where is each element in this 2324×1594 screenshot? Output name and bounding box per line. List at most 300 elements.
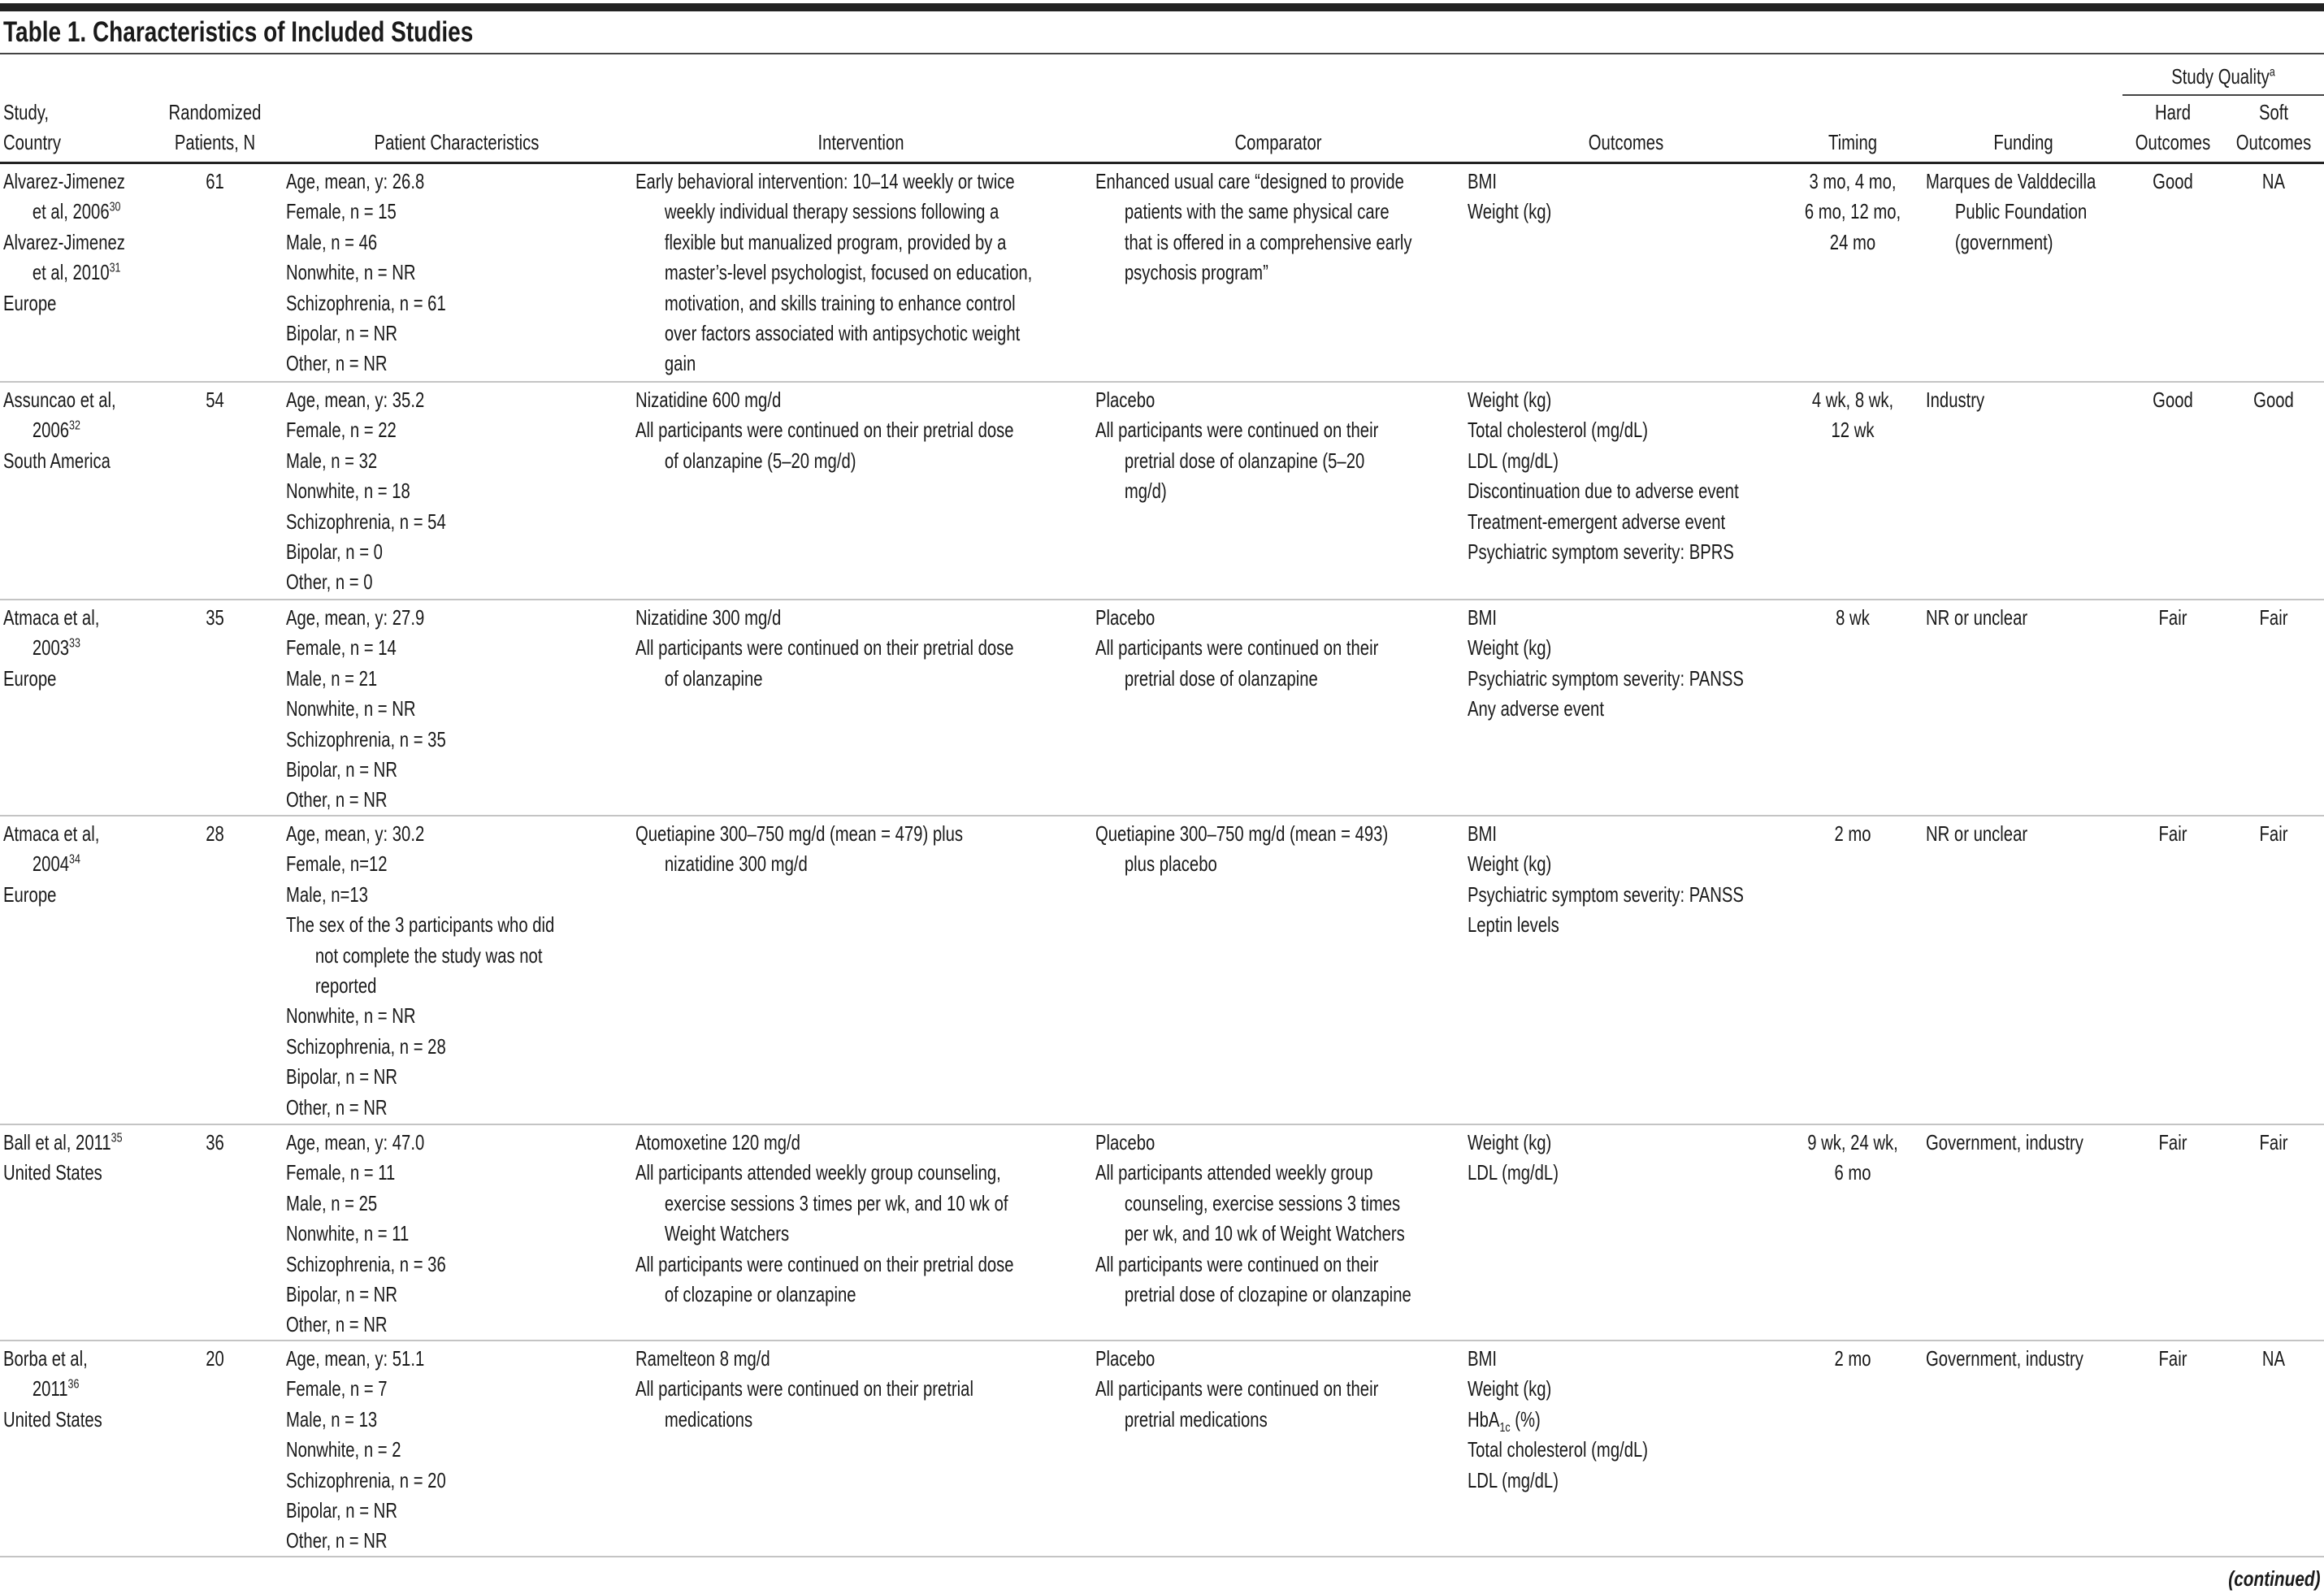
cell-line: Fair bbox=[2158, 1346, 2187, 1371]
cell-line: Female, n = 15 bbox=[286, 199, 397, 224]
cell-line: Marques de Valddecilla bbox=[1926, 169, 2096, 193]
cell-item bbox=[286, 1310, 627, 1340]
cell-item bbox=[1468, 1374, 1784, 1404]
cell-item bbox=[1468, 1158, 1784, 1188]
cell-line: gain bbox=[664, 351, 696, 376]
cell-timing bbox=[1781, 603, 1924, 633]
cell-item bbox=[635, 385, 1086, 415]
header-hard bbox=[2122, 97, 2223, 158]
cell-line: Female, n = 7 bbox=[286, 1376, 388, 1401]
cell-study bbox=[3, 1344, 150, 1435]
cell-item bbox=[286, 633, 627, 663]
line-text: Ball et al, 2011 bbox=[3, 1130, 111, 1154]
cell-item bbox=[286, 1496, 627, 1526]
cell-item bbox=[286, 167, 627, 197]
cell-line: 2 mo bbox=[1834, 821, 1871, 846]
cell-line: All participants were continued on their pretrial dose bbox=[635, 418, 1014, 443]
cell-line: 4 wk, 8 wk, bbox=[1811, 388, 1894, 412]
cell-item bbox=[3, 664, 150, 694]
cell-line: Placebo bbox=[1095, 1130, 1155, 1154]
cell-line: Nonwhite, n = NR bbox=[286, 696, 416, 721]
cell-line: per wk, and 10 wk of Weight Watchers bbox=[1124, 1221, 1405, 1246]
cell-line: Bipolar, n = NR bbox=[286, 1497, 397, 1523]
cell-line: master’s-level psychologist, focused on education, bbox=[664, 260, 1033, 285]
cell-line bbox=[3, 258, 121, 288]
cell-item bbox=[1926, 1128, 2121, 1158]
cell-line: Nonwhite, n = 11 bbox=[286, 1221, 410, 1246]
cell-line: LDL (mg/dL) bbox=[1468, 448, 1559, 473]
cell-item bbox=[1926, 819, 2121, 849]
cell-line: Placebo bbox=[1095, 388, 1155, 412]
cell-line: Age, mean, y: 51.1 bbox=[286, 1346, 425, 1371]
cell-line: Bipolar, n = NR bbox=[286, 320, 397, 345]
cell-comparator bbox=[1095, 603, 1461, 694]
cell-patient bbox=[286, 819, 627, 1123]
header-n bbox=[148, 97, 282, 158]
cell-item bbox=[1926, 385, 2121, 415]
cell-outcomes bbox=[1468, 819, 1784, 941]
cell-line: Borba et al, bbox=[3, 1346, 88, 1371]
cell-line: psychosis program” bbox=[1124, 260, 1268, 285]
cell-line: NR or unclear bbox=[1926, 821, 2028, 846]
continued-note: (continued) bbox=[2228, 1566, 2321, 1591]
cell-item bbox=[1468, 385, 1784, 415]
cell-line bbox=[3, 1128, 123, 1158]
cell-item bbox=[635, 819, 1086, 880]
cell-line: Assuncao et al, bbox=[3, 388, 116, 412]
cell-item bbox=[286, 1158, 627, 1188]
cell-line: Age, mean, y: 27.9 bbox=[286, 605, 425, 630]
header-study-line: Study, bbox=[3, 100, 49, 124]
subscript: 1c bbox=[1499, 1420, 1511, 1435]
cell-patient bbox=[286, 385, 627, 598]
cell-line: Weight (kg) bbox=[1468, 388, 1552, 412]
cell-n bbox=[148, 167, 282, 197]
cell-line: 36 bbox=[206, 1130, 224, 1154]
cell-line: Nonwhite, n = NR bbox=[286, 260, 416, 285]
header-study-line: Country bbox=[3, 130, 62, 155]
cell-timing bbox=[1781, 1344, 1924, 1374]
cell-line: Schizophrenia, n = 35 bbox=[286, 726, 446, 752]
cell-item bbox=[1926, 603, 2121, 633]
header-study bbox=[3, 97, 150, 158]
cell-funding bbox=[1926, 819, 2121, 849]
cell-item bbox=[286, 1280, 627, 1310]
cell-line: of olanzapine bbox=[664, 665, 763, 691]
cell-intervention bbox=[635, 167, 1086, 379]
cell-item bbox=[3, 288, 150, 318]
cell-line: Age, mean, y: 26.8 bbox=[286, 169, 425, 193]
cell-item bbox=[3, 819, 150, 880]
header-patient-label: Patient Characteristics bbox=[374, 130, 540, 154]
cell-item bbox=[635, 415, 1086, 476]
cell-line: All participants were continued on their pretrial dose bbox=[635, 635, 1014, 661]
cell-n bbox=[148, 1344, 282, 1374]
study-quality-label: Study Quality bbox=[2171, 64, 2270, 89]
cell-line: not complete the study was not bbox=[314, 942, 543, 968]
cell-line: Placebo bbox=[1095, 605, 1155, 630]
cell-line: Age, mean, y: 30.2 bbox=[286, 821, 425, 846]
cell-soft bbox=[2223, 1344, 2324, 1374]
cell-study bbox=[3, 385, 150, 476]
cell-line: United States bbox=[3, 1406, 102, 1432]
line-text: 2003 bbox=[32, 635, 69, 661]
cell-item bbox=[286, 385, 627, 415]
citation-superscript: 36 bbox=[67, 1377, 80, 1392]
cell-hard bbox=[2122, 167, 2223, 197]
cell-line: flexible but manualized program, provided by a bbox=[664, 229, 1007, 254]
cell-line: (government) bbox=[1954, 229, 2053, 254]
cell-comparator bbox=[1095, 167, 1461, 288]
cell-item bbox=[286, 318, 627, 349]
cell-item bbox=[286, 1189, 627, 1219]
line-text: 2011 bbox=[32, 1376, 68, 1401]
cell-intervention bbox=[635, 819, 1086, 880]
line-text: et al, 2010 bbox=[32, 260, 110, 285]
cell-line: All participants were continued on their bbox=[1095, 418, 1379, 443]
cell-line: reported bbox=[314, 972, 377, 998]
cell-line: patients with the same physical care bbox=[1124, 199, 1390, 224]
cell-item bbox=[1095, 633, 1461, 694]
cell-line: Female, n = 22 bbox=[286, 418, 397, 443]
cell-item bbox=[286, 415, 627, 445]
cell-line: Other, n = 0 bbox=[286, 570, 373, 595]
cell-outcomes bbox=[1468, 167, 1784, 227]
cell-item bbox=[3, 1158, 150, 1188]
cell-line: motivation, and skills training to enhance control bbox=[664, 290, 1016, 315]
cell-line: All participants were continued on their bbox=[1095, 1376, 1379, 1401]
cell-line: Bipolar, n = NR bbox=[286, 1064, 397, 1089]
cell-line: Good bbox=[2153, 169, 2193, 193]
cell-patient bbox=[286, 1128, 627, 1341]
cell-line: Psychiatric symptom severity: PANSS bbox=[1468, 665, 1744, 691]
line-text: (%) bbox=[1510, 1406, 1541, 1432]
cell-line: Discontinuation due to adverse event bbox=[1468, 479, 1739, 504]
cell-intervention bbox=[635, 385, 1086, 476]
cell-line: Other, n = NR bbox=[286, 787, 388, 812]
cell-item bbox=[1468, 819, 1784, 849]
cell-item bbox=[286, 1250, 627, 1280]
cell-item bbox=[3, 167, 150, 227]
cell-item bbox=[286, 227, 627, 258]
study-quality-footnote: a bbox=[2269, 65, 2275, 80]
cell-line: All participants attended weekly group counseling, bbox=[635, 1160, 1001, 1185]
cell-line: Female, n = 14 bbox=[286, 635, 397, 661]
cell-hard bbox=[2122, 603, 2223, 633]
cell-study bbox=[3, 603, 150, 694]
cell-item bbox=[286, 476, 627, 506]
cell-line: Other, n = NR bbox=[286, 1312, 388, 1337]
cell-line: of clozapine or olanzapine bbox=[664, 1281, 856, 1306]
cell-line: Quetiapine 300–750 mg/d (mean = 493) bbox=[1095, 821, 1389, 846]
citation-superscript: 35 bbox=[111, 1131, 123, 1146]
citation-superscript: 31 bbox=[109, 261, 121, 275]
cell-patient bbox=[286, 1344, 627, 1557]
cell-item bbox=[286, 1219, 627, 1249]
cell-comparator bbox=[1095, 385, 1461, 507]
cell-study bbox=[3, 819, 150, 910]
cell-intervention bbox=[635, 1344, 1086, 1435]
cell-line: Europe bbox=[3, 290, 57, 315]
cell-timing bbox=[1781, 819, 1924, 849]
cell-line: Male, n = 32 bbox=[286, 448, 378, 473]
header-soft-line: Soft bbox=[2258, 100, 2289, 124]
cell-line: Female, n = 11 bbox=[286, 1160, 396, 1185]
header-hard-line: Hard bbox=[2155, 100, 2191, 124]
cell-line: All participants were continued on their pretrial dose bbox=[635, 1251, 1014, 1276]
line-text: et al, 2006 bbox=[32, 199, 110, 224]
table-row bbox=[0, 816, 2324, 1125]
cell-line: Enhanced usual care “designed to provide bbox=[1095, 169, 1404, 193]
cell-item bbox=[1468, 507, 1784, 537]
cell-item bbox=[286, 755, 627, 785]
cell-item bbox=[3, 385, 150, 446]
cell-line: Early behavioral intervention: 10–14 weekly or twice bbox=[635, 169, 1015, 193]
cell-line: Total cholesterol (mg/dL) bbox=[1468, 1437, 1649, 1462]
cell-line: Nizatidine 300 mg/d bbox=[635, 605, 782, 630]
cell-soft bbox=[2223, 819, 2324, 849]
cell-hard bbox=[2122, 1128, 2223, 1158]
table-title: Table 1. Characteristics of Included Studies bbox=[3, 16, 474, 48]
cell-comparator bbox=[1095, 1344, 1461, 1435]
cell-line: BMI bbox=[1468, 605, 1498, 630]
cell-item bbox=[286, 725, 627, 755]
cell-line: BMI bbox=[1468, 1346, 1498, 1371]
cell-line: of olanzapine (5–20 mg/d) bbox=[664, 448, 856, 473]
cell-item bbox=[1468, 849, 1784, 879]
cell-line: Good bbox=[2153, 388, 2193, 412]
cell-line: pretrial dose of olanzapine (5–20 bbox=[1124, 448, 1365, 473]
cell-item bbox=[3, 1128, 150, 1158]
cell-item bbox=[286, 1093, 627, 1123]
cell-line: plus placebo bbox=[1124, 851, 1217, 877]
cell-line: Age, mean, y: 35.2 bbox=[286, 388, 425, 412]
cell-line: Government, industry bbox=[1926, 1346, 2083, 1371]
cell-item bbox=[286, 819, 627, 849]
cell-item bbox=[1468, 1466, 1784, 1496]
header-soft-line: Outcomes bbox=[2235, 130, 2312, 155]
cell-funding bbox=[1926, 1128, 2121, 1158]
cell-item bbox=[286, 1526, 627, 1556]
cell-item bbox=[286, 1374, 627, 1404]
line-text: 2004 bbox=[32, 851, 69, 877]
cell-outcomes bbox=[1468, 385, 1784, 567]
cell-line: NA bbox=[2261, 169, 2286, 193]
cell-item bbox=[1468, 603, 1784, 633]
cell-item bbox=[286, 880, 627, 910]
cell-line: Female, n=12 bbox=[286, 851, 388, 877]
cell-line: Atomoxetine 120 mg/d bbox=[635, 1130, 800, 1154]
cell-line: Schizophrenia, n = 20 bbox=[286, 1467, 446, 1492]
cell-item bbox=[1468, 1435, 1784, 1465]
cell-line: 35 bbox=[206, 605, 224, 630]
cell-line: over factors associated with antipsychotic weight bbox=[664, 320, 1021, 345]
cell-item bbox=[1468, 880, 1784, 910]
cell-line: weekly individual therapy sessions following a bbox=[664, 199, 999, 224]
cell-item bbox=[286, 537, 627, 567]
cell-item bbox=[286, 446, 627, 476]
cell-item bbox=[1095, 167, 1461, 288]
cell-item bbox=[1095, 1344, 1461, 1374]
cell-line: Bipolar, n = 0 bbox=[286, 539, 383, 564]
cell-item bbox=[3, 603, 150, 664]
cell-line: Weight (kg) bbox=[1468, 635, 1552, 661]
cell-item bbox=[1095, 385, 1461, 415]
cell-line: 6 mo bbox=[1834, 1160, 1871, 1185]
line-text: 2006 bbox=[32, 418, 69, 443]
cell-line: that is offered in a comprehensive early bbox=[1124, 229, 1412, 254]
cell-line: Placebo bbox=[1095, 1346, 1155, 1371]
header-study-quality bbox=[2122, 62, 2324, 92]
cell-outcomes bbox=[1468, 603, 1784, 725]
cell-line: Age, mean, y: 47.0 bbox=[286, 1130, 425, 1154]
cell-line: Other, n = NR bbox=[286, 351, 388, 376]
cell-soft bbox=[2223, 385, 2324, 415]
cell-line: Ramelteon 8 mg/d bbox=[635, 1346, 770, 1371]
cell-item bbox=[1095, 415, 1461, 506]
cell-line: 24 mo bbox=[1829, 229, 1876, 254]
cell-outcomes bbox=[1468, 1128, 1784, 1189]
cell-line: Quetiapine 300–750 mg/d (mean = 479) plus bbox=[635, 821, 964, 846]
cell-line: NA bbox=[2261, 1346, 2286, 1371]
cell-item bbox=[286, 1344, 627, 1374]
cell-line: 28 bbox=[206, 821, 224, 846]
cell-line: 8 wk bbox=[1836, 605, 1870, 630]
cell-line: Male, n=13 bbox=[286, 881, 368, 907]
cell-item bbox=[286, 603, 627, 633]
cell-line: Nonwhite, n = 18 bbox=[286, 479, 410, 504]
header-comparator-label: Comparator bbox=[1234, 130, 1322, 154]
cell-item bbox=[1468, 197, 1784, 227]
cell-line: Schizophrenia, n = 28 bbox=[286, 1033, 446, 1059]
cell-line: medications bbox=[664, 1406, 753, 1432]
cell-line: 9 wk, 24 wk, bbox=[1807, 1130, 1898, 1154]
cell-funding bbox=[1926, 603, 2121, 633]
cell-item bbox=[635, 603, 1086, 633]
cell-item bbox=[286, 1128, 627, 1158]
cell-line: United States bbox=[3, 1160, 102, 1185]
cell-line: LDL (mg/dL) bbox=[1468, 1467, 1559, 1492]
cell-line: Weight Watchers bbox=[664, 1221, 790, 1246]
cell-line: Good bbox=[2253, 388, 2294, 412]
cell-line: Other, n = NR bbox=[286, 1528, 388, 1553]
cell-funding bbox=[1926, 167, 2121, 258]
cell-line: South America bbox=[3, 448, 111, 473]
cell-timing bbox=[1781, 167, 1924, 258]
table-row bbox=[0, 383, 2324, 600]
cell-item bbox=[1468, 1405, 1784, 1435]
cell-patient bbox=[286, 167, 627, 379]
cell-line: 20 bbox=[206, 1346, 224, 1371]
cell-item bbox=[635, 167, 1086, 379]
cell-line: Schizophrenia, n = 61 bbox=[286, 290, 446, 315]
header-soft bbox=[2223, 97, 2324, 158]
cell-line: Other, n = NR bbox=[286, 1094, 388, 1120]
header-timing-label: Timing bbox=[1828, 130, 1878, 154]
cell-line: 54 bbox=[206, 388, 224, 412]
cell-hard bbox=[2122, 385, 2223, 415]
cell-item bbox=[286, 288, 627, 318]
cell-line bbox=[3, 197, 121, 227]
cell-line: Male, n = 13 bbox=[286, 1406, 378, 1432]
cell-item bbox=[1468, 1344, 1784, 1374]
cell-soft bbox=[2223, 1128, 2324, 1158]
cell-line: All participants were continued on their bbox=[1095, 635, 1379, 661]
cell-line bbox=[3, 1374, 117, 1404]
cell-line: Nonwhite, n = 2 bbox=[286, 1437, 401, 1462]
cell-item bbox=[1468, 476, 1784, 506]
cell-item bbox=[1468, 415, 1784, 445]
cell-line bbox=[3, 633, 117, 663]
cell-line: Bipolar, n = NR bbox=[286, 756, 397, 782]
cell-soft bbox=[2223, 603, 2324, 633]
cell-item bbox=[3, 1344, 150, 1405]
cell-line: 2 mo bbox=[1834, 1346, 1871, 1371]
cell-funding bbox=[1926, 1344, 2121, 1374]
cell-line bbox=[1468, 1405, 1715, 1435]
cell-hard bbox=[2122, 1344, 2223, 1374]
study-quality-rule bbox=[2122, 94, 2324, 96]
cell-line: Fair bbox=[2158, 1130, 2187, 1154]
cell-item bbox=[3, 1405, 150, 1435]
cell-item bbox=[635, 1344, 1086, 1374]
cell-line: All participants were continued on their pretrial bbox=[635, 1376, 973, 1401]
cell-comparator bbox=[1095, 819, 1461, 880]
cell-item bbox=[1926, 167, 2121, 258]
cell-item bbox=[286, 567, 627, 597]
header-funding bbox=[1926, 128, 2121, 158]
cell-line: Male, n = 21 bbox=[286, 665, 378, 691]
cell-item bbox=[635, 1374, 1086, 1435]
cell-item bbox=[3, 227, 150, 288]
citation-superscript: 32 bbox=[68, 418, 80, 433]
cell-line: pretrial medications bbox=[1124, 1406, 1268, 1432]
citation-superscript: 34 bbox=[68, 852, 80, 867]
cell-line: mg/d) bbox=[1124, 479, 1167, 504]
table-row bbox=[0, 1341, 2324, 1557]
cell-line: 12 wk bbox=[1831, 418, 1875, 443]
cell-line: 6 mo, 12 mo, bbox=[1804, 199, 1901, 224]
cell-line: Male, n = 46 bbox=[286, 229, 378, 254]
cell-line: All participants attended weekly group bbox=[1095, 1160, 1373, 1185]
cell-line: 3 mo, 4 mo, bbox=[1809, 169, 1897, 193]
cell-timing bbox=[1781, 1128, 1924, 1189]
title-rule bbox=[0, 53, 2324, 54]
cell-study bbox=[3, 1128, 150, 1189]
cell-patient bbox=[286, 603, 627, 816]
header-intervention-label: Intervention bbox=[817, 130, 904, 154]
cell-item bbox=[286, 1032, 627, 1062]
cell-study bbox=[3, 167, 150, 318]
cell-line: Europe bbox=[3, 665, 57, 691]
cell-item bbox=[1468, 1128, 1784, 1158]
cell-line: pretrial dose of olanzapine bbox=[1124, 665, 1318, 691]
cell-line: Public Foundation bbox=[1954, 199, 2088, 224]
cell-intervention bbox=[635, 1128, 1086, 1310]
header-outcomes-label: Outcomes bbox=[1588, 130, 1664, 154]
cell-line: nizatidine 300 mg/d bbox=[664, 851, 808, 877]
header-hard-line: Outcomes bbox=[2135, 130, 2211, 155]
cell-line: Atmaca et al, bbox=[3, 821, 100, 846]
cell-item bbox=[1095, 1128, 1461, 1158]
cell-line: Europe bbox=[3, 881, 57, 907]
cell-n bbox=[148, 819, 282, 849]
cell-n bbox=[148, 1128, 282, 1158]
cell-item bbox=[286, 1405, 627, 1435]
header-funding-label: Funding bbox=[1993, 130, 2053, 154]
cell-line: Leptin levels bbox=[1468, 912, 1559, 938]
cell-item bbox=[286, 849, 627, 879]
